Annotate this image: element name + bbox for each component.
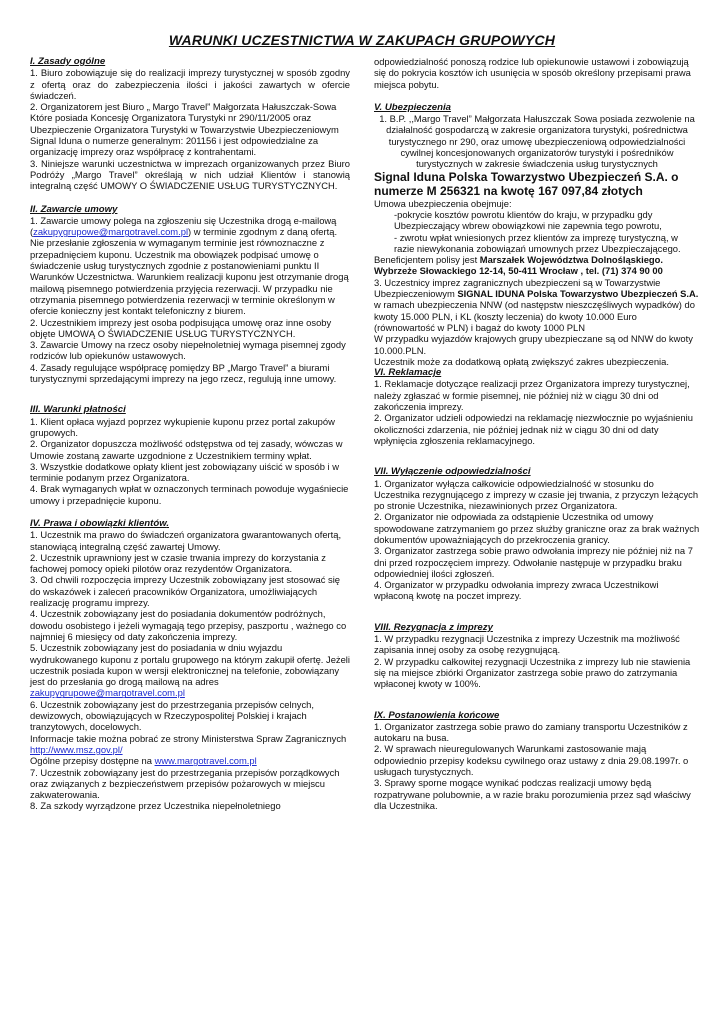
- complaints-point-2: 2. Organizator udzieli odpowiedzi na reklamację niezwłocznie po wyjaśnieniu okoliczności zdarzenia, nie później jednak niż w ciągu 30 dni od daty wpłynięcia zgłoszenia reklamacyjnego.: [374, 412, 693, 446]
- rights-email-link[interactable]: zakupygrupowe@margotravel.com.pl: [30, 687, 185, 699]
- resignation-point-2: 2. W przypadku całkowitej rezygnacji Uczestnika z imprezy lub nie stawienia się na miejsce zbiórki Organizator zastrzega sobie prawo do zatrzymania wpłaconej kwoty w 100%.: [374, 655, 691, 690]
- resignation-point-1: 1. W przypadku rezygnacji Uczestnika z imprezy Uczestnik ma możliwość zapisania innej osoby za osobę rezygnującą.: [374, 633, 680, 656]
- liability-point-2: 2. Organizator nie odpowiada za odstąpienie Uczestnika od umowy spowodowane zatrzymaniem go przez służby graniczne oraz za brak ważnych dokumentów upoważniających do przekroczenia granicy.: [374, 511, 700, 545]
- insurance-beneficiary: [374, 254, 700, 277]
- agreement-email-link[interactable]: zakupygrupowe@margotravel.com.pl: [33, 226, 189, 238]
- section-heading-complaints: VI. Reklamacje: [374, 367, 442, 379]
- rights-point-6-msz: [30, 733, 350, 756]
- agreement-point-3: 3. Zawarcie Umowy na rzecz osoby niepełnoletniej wymaga pisemnej zgody rodziców lub opiekunów ustawowych.: [30, 339, 346, 362]
- beneficiary-value: Marszałek Województwa Dolnośląskiego. Wybrzeże Słowackiego 12-14, 50-411 Wrocław , tel. (71) 374 90 00: [374, 254, 663, 277]
- liability-point-4: 4. Organizator w przypadku odwołania imprezy zwraca Uczestnikowi wpłaconą kwotę na poczet imprezy.: [374, 579, 659, 602]
- section-heading-resignation: VIII. Rezygnacja z imprezy: [374, 621, 493, 633]
- liability-point-3: 3. Organizator zastrzega sobie prawo odwołania imprezy nie później niż na 7 dni przed rozpoczęciem imprezy. Odwołanie następuje w przypadku braku odpowiedniej ilości zgłoszeń.: [374, 545, 693, 579]
- section-heading-general: I. Zasady ogólne: [30, 56, 106, 67]
- final-point-2: 2. W sprawach nieuregulowanych Warunkami zastosowanie mają odpowiednio przepisy kodeksu cywilnego oraz ustawy z dnia 29.08.1997r. o usługach turystycznych.: [374, 743, 689, 778]
- payment-point-4: 4. Brak wymaganych wpłat w oznaczonych terminach powoduje wygaśniecie umowy i przepadnięcie kuponu.: [30, 483, 349, 506]
- insurance-extra: Uczestnik może za dodatkową opłatą zwiększyć zakres ubezpieczenia.: [374, 355, 669, 367]
- section-heading-liability: VII. Wyłączenie odpowiedzialności: [374, 466, 531, 478]
- payment-point-3: 3. Wszystkie dodatkowe opłaty klient jest zobowiązany uiścić w sposób i w terminie podanym przez Organizatora.: [30, 460, 339, 484]
- liability-point-1: 1. Organizator wyłącza całkowicie odpowiedzialność w stosunku do Uczestnika rezygnującego z imprezy w czasie jej trwania, z przyczyn leżących po stronie Uczestnika, niezawinionych przez Organizatora.: [374, 477, 699, 512]
- insurance-scope-2: - zwrotu wpłat wniesionych przez klientów za imprezę turystyczną, w razie niewykonania zobowiązań umownych przez Ubezpieczającego.: [394, 231, 681, 254]
- rights-point-5-text: 5. Uczestnik zobowiązany jest do posiadania w dniu wyjazdu wydrukowanego kuponu z portalu grupowego na którym zakupił ofertę. Jeżeli uczestnik posiada kupon w wersji elektronicznej na telefonie, zobowiązany jest do przesłania go drogą mailową na adres: [30, 642, 350, 688]
- agreement-point-1: [30, 215, 350, 317]
- insurance-point-3-a: 3. Uczestnicy imprez zagranicznych ubezpieczeni są w Towarzystwie Ubezpieczeniowym: [374, 276, 661, 300]
- insurance-point-3: [374, 277, 700, 333]
- beneficiary-label: Beneficjentem polisy jest: [374, 254, 480, 266]
- general-point-1: 1. Biuro zobowiązuje się do realizacji imprezy turystycznej w sposób zgodny z ofertą oraz do zabezpieczenia ilości i jakości zawartych w ofercie świadczeń.: [30, 67, 350, 101]
- agreement-point-2: 2. Uczestnikiem imprezy jest osoba podpisująca umowę oraz inne osoby objęte UMOWĄ O ŚWIADCZENIE USŁUG TURYSTYCZNYCH.: [30, 316, 332, 339]
- msz-link[interactable]: http://www.msz.gov.pl/: [30, 743, 123, 755]
- general-point-3: 3. Niniejsze warunki uczestnictwa w imprezach organizowanych przez Biuro Podróży „Margo Travel” określają w nich udział Klientów i stanowią integralną część UMOWY O ŚWIADCZENIE USŁUG TURYSTYCZNYCH.: [30, 157, 350, 192]
- page-title: WARUNKI UCZESTNICTWA W ZAKUPACH GRUPOWYCH: [168, 32, 556, 48]
- rights-point-3: 3. Od chwili rozpoczęcia imprezy Uczestnik zobowiązany jest stosować się do wskazówek i zaleceń pracowników Organizatora, umożliwiających realizację programu imprezy.: [30, 574, 341, 609]
- rights-point-6-general: [30, 755, 350, 766]
- agreement-point-1-text-a: 1. Zawarcie umowy polega na zgłoszeniu się Uczestnika drogą e-mailową (: [30, 214, 337, 238]
- payment-point-1: 1. Klient opłaca wyjazd poprzez wykupienie kuponu przez portal zakupów grupowych.: [30, 415, 335, 438]
- right-column: [374, 56, 700, 811]
- section-heading-insurance: V. Ubezpieczenia: [374, 101, 451, 113]
- agreement-point-4: 4. Zasady regulujące współpracę pomiędzy BP „Margo Travel” a biurami turystycznymi sprzedającymi imprezy na jego rzecz, regulują inne umowy.: [30, 361, 337, 385]
- section-heading-payment: III. Warunki płatności: [30, 404, 126, 416]
- general-point-2: 2. Organizatorem jest Biuro „ Margo Travel” Małgorzata Hałuszczak-Sowa Które posiada Koncesję Organizatora Turystyki nr 290/11/2005 oraz Ubezpieczenie Organizatora Turystyki w Towarzystwie Ubezpieczeniowym Signal Iduna o numerze generalnym: 201156 i jest odpowiedzialne za organizację imprezy oraz współpracę z kontrahentami.: [30, 101, 339, 158]
- section-heading-agreement: II. Zawarcie umowy: [30, 203, 118, 215]
- margotravel-link[interactable]: www.margotravel.com.pl: [154, 755, 257, 767]
- rights-point-7: 7. Uczestnik zobowiązany jest do przestrzegania przepisów porządkowych oraz związanych z bezpieczeństwem przepisów pożarowych w miejscu zakwaterowania.: [30, 766, 340, 801]
- general-rules-text: Ogólne przepisy dostępne na: [30, 755, 155, 767]
- payment-point-2: 2. Organizator dopuszcza możliwość odstępstwa od tej zasady, wówczas w Umowie zostaną zawarte uzgodnione z Uczestnikiem terminy wpłat.: [30, 438, 343, 461]
- rights-point-2: 2. Uczestnik uprawniony jest w czasie trwania imprezy do korzystania z fachowej pomocy opieki pilotów oraz rezydentów Organizatora.: [30, 551, 326, 575]
- rights-point-5: [30, 642, 350, 698]
- section-heading-rights: IV. Prawa i obowiązki klientów.: [30, 517, 169, 529]
- insurance-domestic: W przypadku wyjazdów krajowych grupy ubezpieczane są od NNW do kwoty 10.000.PLN.: [374, 333, 693, 356]
- insurance-scope-heading: Umowa ubezpieczenia obejmuje:: [374, 197, 512, 209]
- final-point-1: 1. Organizator zastrzega sobie prawo do zamiany transportu Uczestników z autokaru na busa.: [374, 720, 688, 744]
- complaints-point-1: 1. Reklamacje dotyczące realizacji przez Organizatora imprezy turystycznej, należy zgłaszać w formie pisemnej, nie później niż w ciągu 30 dni od zakończenia imprezy.: [374, 378, 690, 413]
- agreement-point-1-text-b: ) w terminie zgodnym z daną ofertą. Nie przesłanie zgłoszenia w wymaganym terminie jest równoznaczne z przepadnięciem kuponu. Uczestnik ma obowiązek podpisać umowę o świadczenie usług turystycznych zgodnie z postanowieniami punktu II Warunków Uczestnictwa. Warunkiem realizacji kuponu jest otrzymanie drogą mailową pisemnego potwierdzenia przyjęcia rezerwacji. W przypadku nie otrzymania pisemnego potwierdzenia rezerwacji w terminie określonym w ofercie konieczny jest kontakt telefoniczny z biurem.: [30, 226, 349, 317]
- insurer-name: Signal Iduna Polska Towarzystwo Ubezpieczeń S.A. o numerze M 256321 na kwotę 167 097,84 złotych: [374, 169, 679, 198]
- rights-point-8-continued: odpowiedzialność ponoszą rodzice lub opiekunowie ustawowi i zobowiązują się do pokrycia kosztów ich usunięcia w sposób określony przepisami prawa miejsca pobytu.: [374, 56, 691, 90]
- section-heading-final: IX. Postanowienia końcowe: [374, 709, 500, 721]
- final-point-3: 3. Sprawy sporne mogące wynikać podczas realizacji umowy będą rozpatrywane polubownie, a w razie braku porozumienia przez sąd właściwy dla Uczestnika.: [374, 777, 691, 811]
- rights-point-6: 6. Uczestnik zobowiązany jest do przestrzegania przepisów celnych, dewizowych, obowiązujących w Rzeczypospolitej Polskiej i krajach tranzytowych, docelowych.: [30, 698, 314, 733]
- insurance-point-1: 1. B.P. ,,Margo Travel” Małgorzata Hałuszczak Sowa posiada zezwolenie na działalność gospodarczą w zakresie organizatora turystyki, pośrednictwa turystycznego nr 290, oraz umowę ubezpieczeniową odpowiedzialności cywilnej koncesjonowanych organizatorów turystyki i pośredników turystycznych w zakresie świadczenia usług turystycznych: [379, 113, 695, 170]
- rights-heading-text: IV. Prawa i obowiązki klientów: [30, 517, 167, 529]
- msz-info-text: Informacje takie można pobrać ze strony Ministerstwa Spraw Zagranicznych: [30, 732, 347, 744]
- insurance-point-3-c: w ramach ubezpieczenia NNW (od następstw nieszczęśliwych wypadków) do kwoty 15.000 PLN, i KL (koszty leczenia) do kwoty 10.000 Euro (równowartość w PLN) i bagaż do kwoty 1000 PLN: [374, 299, 695, 333]
- rights-point-1: 1. Uczestnik ma prawo do świadczeń organizatora gwarantowanych ofertą, stanowiącą integralną część zawartej Umowy.: [30, 529, 342, 552]
- rights-point-4: 4. Uczestnik zobowiązany jest do posiadania dokumentów podróżnych, dowodu osobistego i jeżeli wymagają tego przepisy, paszportu , ważnego co najmniej 6 miesięcy od daty zakończenia imprezy.: [30, 608, 347, 642]
- left-column: [30, 56, 350, 812]
- rights-point-8: 8. Za szkody wyrządzone przez Uczestnika niepełnoletniego: [30, 800, 281, 812]
- insurance-scope-1: -pokrycie kosztów powrotu klientów do kraju, w przypadku gdy Ubezpieczający wbrew obowiązkowi nie zapewnia tego powrotu,: [394, 208, 662, 232]
- insurance-point-3-insurer: SIGNAL IDUNA Polska Towarzystwo Ubezpieczeń S.A.: [457, 288, 699, 300]
